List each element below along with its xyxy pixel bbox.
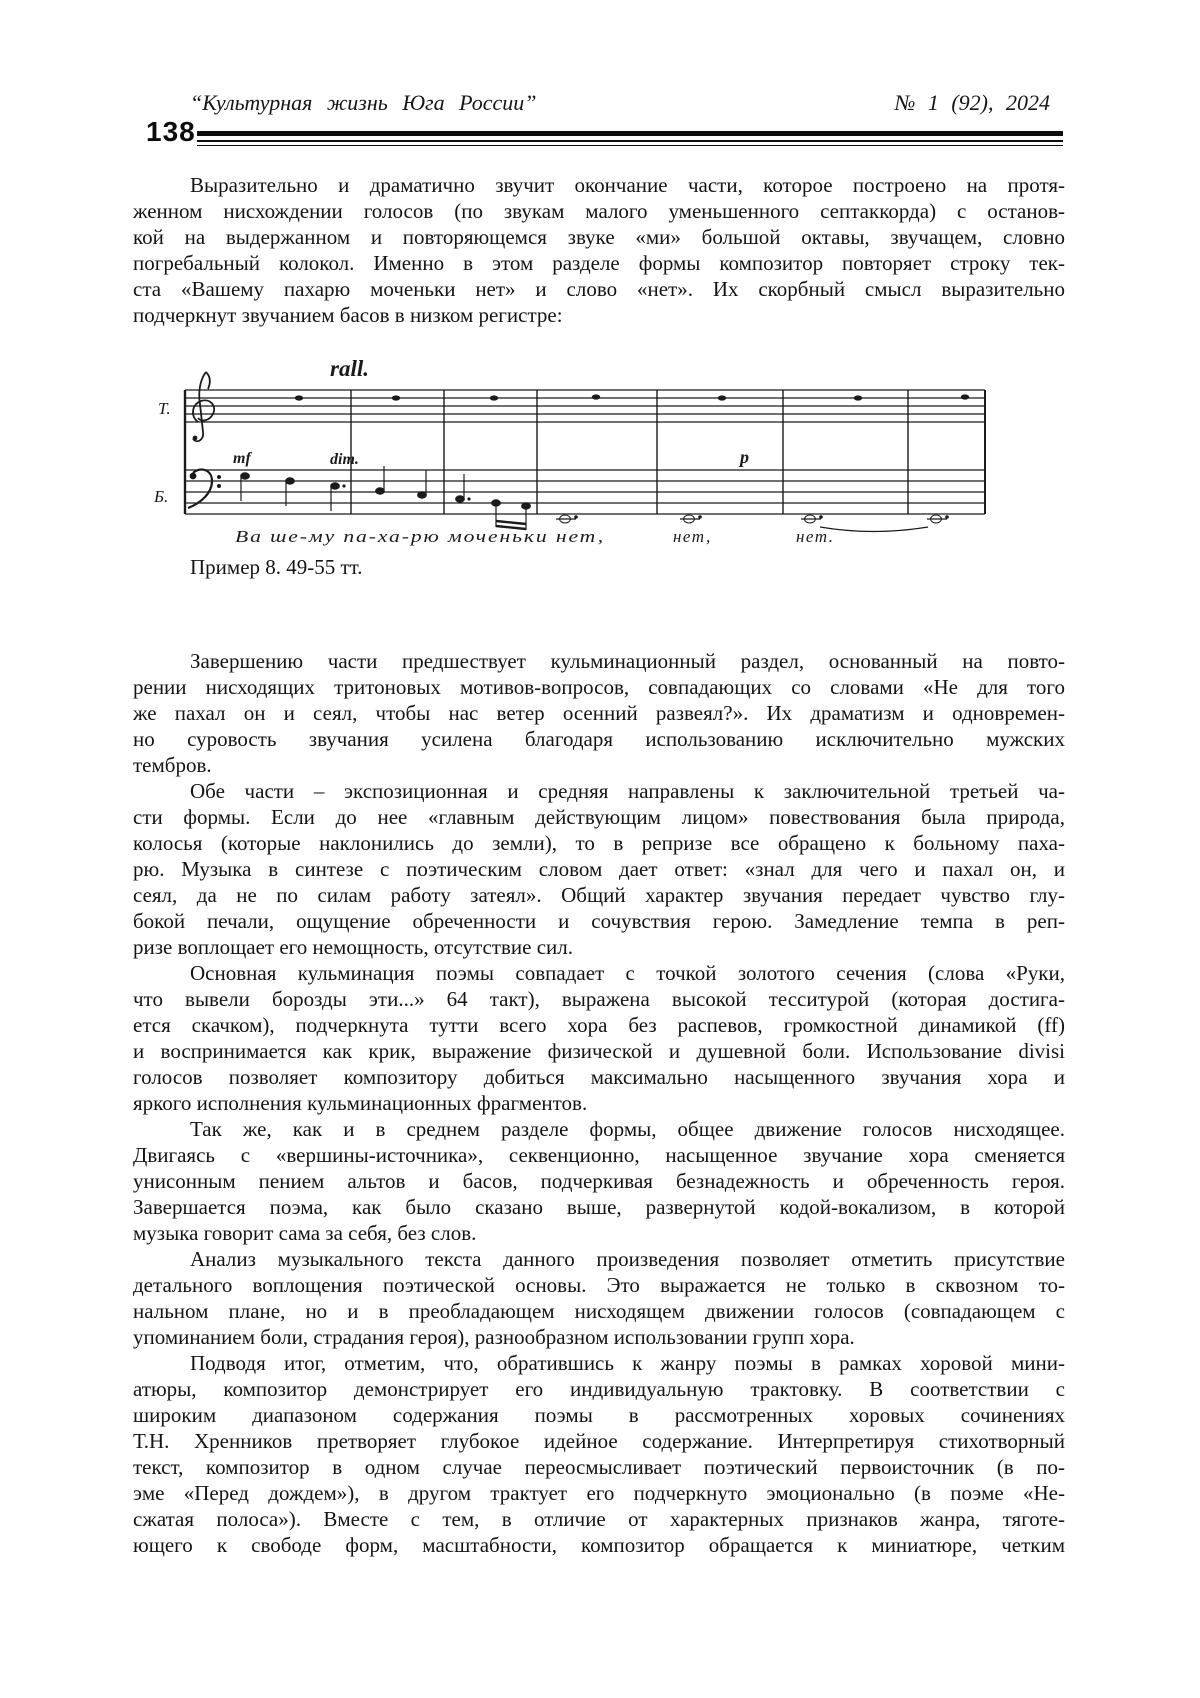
body-paragraph-2: Завершению части предшествует кульминационный раздел, основанный на повто- рении нисходящих тритоновых мотивов-вопросов, совпадающих со словами «Не для того же пахал он и сеял, чтобы нас ветер осенний развеял?». Их драматизм и одновремен- но суровость звучания усилена благодаря использованию исключительно мужских тембров. xyxy=(133,649,1065,777)
body-paragraph-4: Основная кульминация поэмы совпадает с точкой золотого сечения (слова «Руки, что вывели борозды эти...» 64 такт), выражена высокой тесситурой (которая достига- ется скачком), подчеркнута тутти всего хора без распевов, громкостной динамикой (ff) и воспринимается как крик, выражение физической и душевной боли. Использование divisi голосов позволяет композитору добиться максимально насыщенного звучания хора и яркого исполнения кульминационных фрагментов. xyxy=(133,961,1065,1115)
bass-descending-notes xyxy=(241,466,531,530)
bass-staff-label: Б. xyxy=(154,487,169,506)
page-number: 138 xyxy=(146,116,196,147)
tenor-staff xyxy=(185,390,985,422)
body-paragraph-5: Так же, как и в среднем разделе формы, общее движение голосов нисходящее. Двигаясь с «вершины-источника», секвенционно, насыщенное звучание хора сменяется унисонным пением альтов и басов, подчеркивая безнадежность и обреченность героя. Завершается поэма, как было сказано выше, развернутой кодой-вокализом, в которой музыка говорит сама за себя, без слов. xyxy=(133,1117,1065,1245)
barlines xyxy=(185,390,985,514)
issue-number: № 1 (92), 2024 xyxy=(894,90,1050,115)
lyrics-net-3: нет. xyxy=(796,527,835,546)
lyrics-net-2: нет, xyxy=(673,527,712,546)
header-rule-middle xyxy=(197,140,1063,142)
dynamic-mf: mf xyxy=(233,450,251,467)
body-paragraph-7: Подводя итог, отметим, что, обратившись к жанру поэмы в рамках хоровой мини- атюры, композитор демонстрирует его индивидуальную трактовку. В соответствии с широким диапазоном содержания поэмы в рассмотренных хоровых сочинениях Т.Н. Хренников претворяет глубокое идейное содержание. Интерпретируя стихотворный текст, композитор в одном случае переосмысливает поэтический первоисточник (в по- эме «Перед дождем»), в другом трактует его подчеркнуто эмоционально (в поэме «Не- сжатая полоса»). Вместе с тем, в отличие от характерных признаков жанра, тяготе- ющего к свободе форм, масштабности, композитор обращается к миниатюре, четким xyxy=(133,1351,1065,1557)
bass-staff xyxy=(185,470,985,514)
dynamic-p: p xyxy=(740,447,749,467)
lyrics-main: Ва ше-му па-ха-рю моченьки нет, xyxy=(235,527,605,546)
music-example-image xyxy=(140,336,1000,551)
bass-clef-icon xyxy=(188,470,221,508)
body-paragraph-6: Анализ музыкального текста данного произведения позволяет отметить присутствие детального воплощения поэтической основы. Это выражается не только в сквозном то- нальном плане, но и в преобладающем нисходящем движении голосов (совпадающем с упоминанием боли, страдания героя), разнообразном использовании групп хора. xyxy=(133,1247,1065,1349)
tenor-staff-label: Т. xyxy=(158,399,171,418)
bass-held-notes xyxy=(556,515,949,532)
dynamic-dim: dim. xyxy=(330,451,359,468)
tempo-marking: rall. xyxy=(330,356,369,381)
body-paragraph-1: Выразительно и драматично звучит окончание части, которое построено на протя- женном нисхождении голосов (по звукам малого уменьшенного септаккорда) с останов- кой на выдержанном и повторяющемся звуке «ми» большой октавы, звучащем, словно погребальный колокол. Именно в этом разделе формы композитор повторяет строку тек- ста «Вашему пахарю моченьки нет» и слово «нет». Их скорбный смысл выразительно подчеркнут звучанием басов в низком регистре: xyxy=(133,173,1065,327)
body-text xyxy=(133,648,1065,1558)
header-rule-thin xyxy=(197,145,1063,146)
body-paragraph-3: Обе части – экспозиционная и средняя направлены к заключительной третьей ча- сти формы. Если до нее «главным действующим лицом» повествования была природа, колосья (которые наклонились до земли), то в репризе все обращено к больному паха- рю. Музыка в синтезе с поэтическим словом дает ответ: «знал для чего и пахал он, и сеял, да не по силам работу затеял». Общий характер звучания передает чувство глу- бокой печали, ощущение обреченности и сочувствия герою. Замедление темпа в реп- ризе воплощает его немощность, отсутствие сил. xyxy=(133,779,1065,959)
journal-title: “Культурная жизнь Юга России” xyxy=(190,90,537,115)
example-caption: Пример 8. 49-55 тт. xyxy=(190,555,363,579)
tie-curve xyxy=(820,527,928,532)
header-rule-thick xyxy=(197,131,1063,136)
